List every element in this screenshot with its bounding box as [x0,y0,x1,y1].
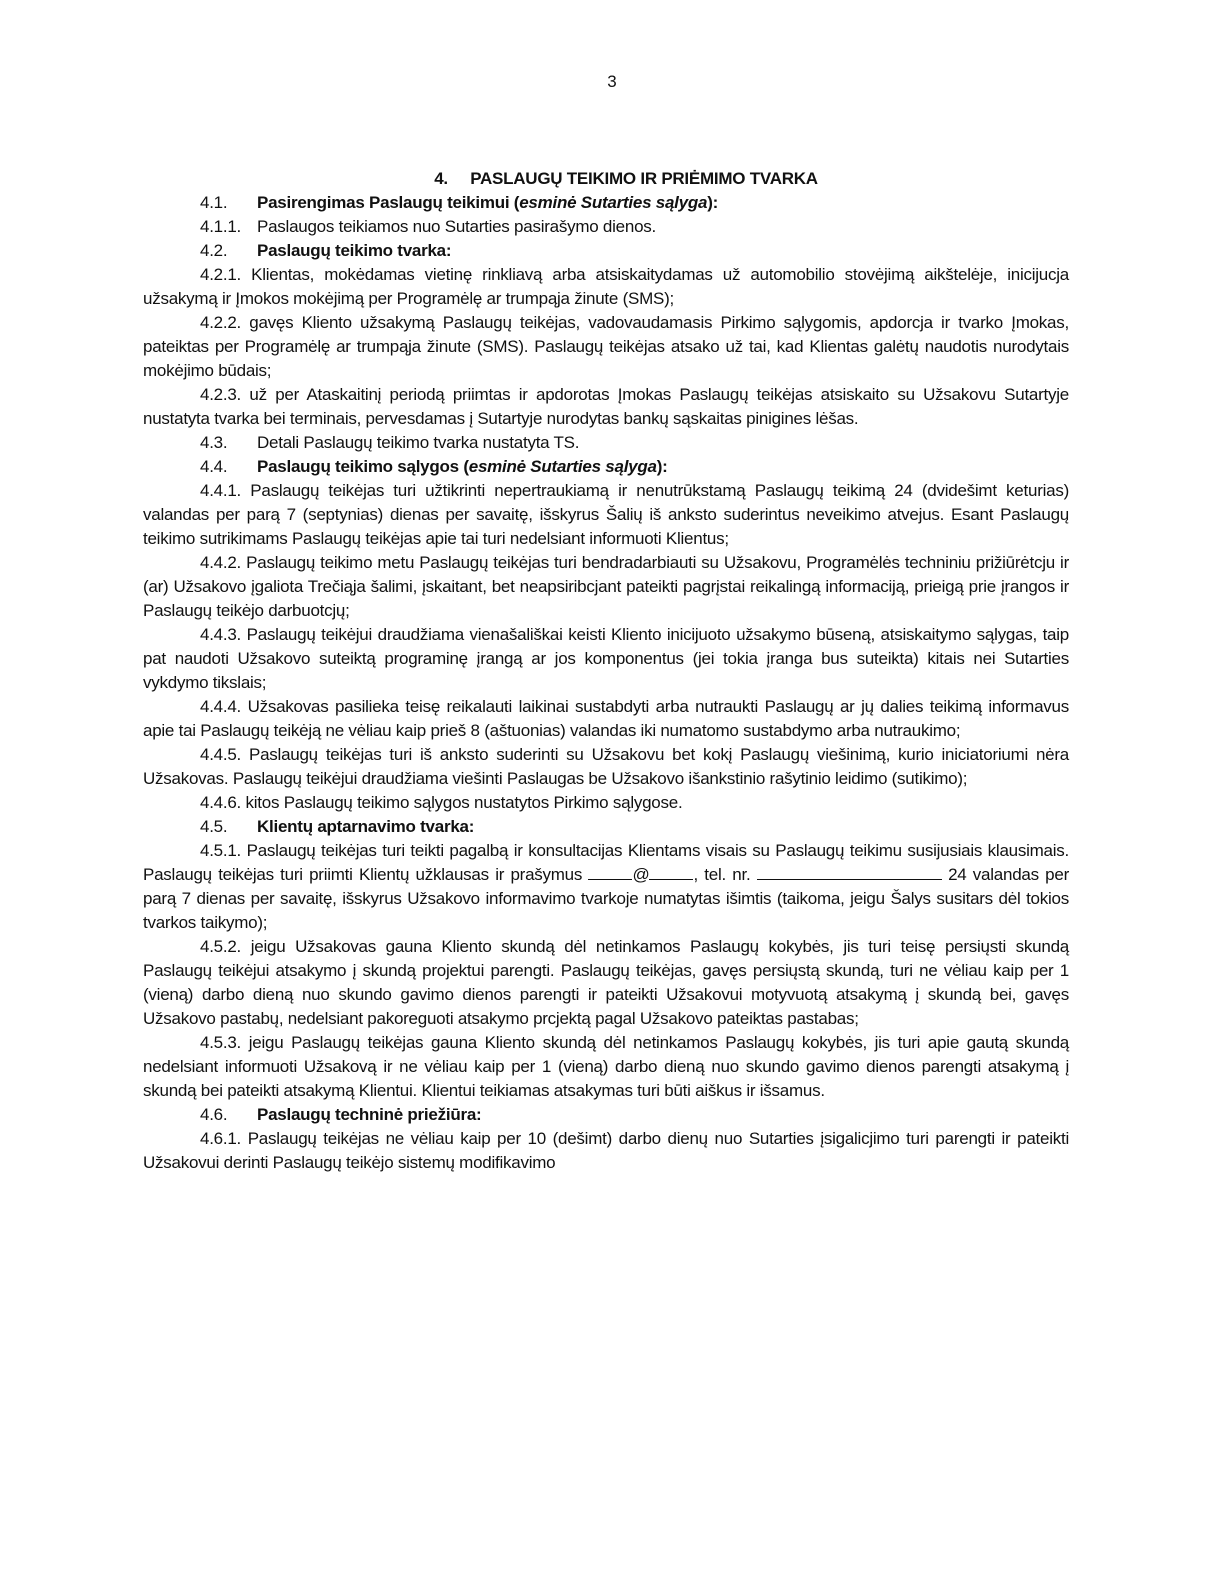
clause-text: 24 valandas per parą 7 dienas per savaitę, išskyrus Užsakovo informavimo tvarkoje numatytas išimtis (taikoma, jeigu Šalys susitars dėl tokios tvarkos taikymo); [143,865,1069,932]
clause-number: 4.4.1. [200,481,242,500]
document-body [143,167,1069,1175]
clause-text: kitos Paslaugų teikimo sąlygos nustatytos Pirkimo sąlygose. [245,793,683,812]
clause-text: Paslaugų teikėjas turi užtikrinti nepertraukiamą ir nenutrūkstamą Paslaugų teikimą 24 (dvidešimt keturias) valandas per parą 7 (septynias) dienas per savaitę, išskyrus Šalių iš anksto suderintus neveikimo atvejus. Esant Paslaugų teikimo sutrikimams Paslaugų teikėjas apie tai turi nedelsiant informuoti Klientus; [143,481,1069,548]
clause-text: Paslaugų teikėjas turi iš anksto suderinti su Užsakovu bet kokį Paslaugų viešinimą, kurio iniciatoriumi nėra Užsakovas. Paslaugų teikėjui draudžiama viešinti Paslaugas be Užsakovo išankstinio rašytinio leidimo (sutikimo); [143,745,1069,788]
clause-number: 4.2.3. [200,385,242,404]
at-sign: @ [632,865,650,884]
clause-4-4-3 [143,623,1069,695]
clause-number: 4.4.5. [200,745,242,764]
heading-italic: esminė Sutarties sąlyga [519,193,708,212]
heading-4-2 [143,239,1069,263]
heading-close: ): [656,457,668,476]
heading-4-1 [143,191,1069,215]
clause-4-2-2 [143,311,1069,383]
page-number: 3 [607,72,617,91]
clause-4-2-3 [143,383,1069,431]
section-title [183,167,1069,191]
clause-text: jeigu Užsakovas gauna Kliento skundą dėl netinkamos Paslaugų kokybės, jis turi teisę persiųsti skundą Paslaugų teikėjui atsakymo į skundą projektui parengti. Paslaugų teikėjas, gavęs persiųstą skundą, turi ne vėliau kaip per 1 (vieną) darbo dieną nuo skundo gavimo dienos parengti ir pateikti Užsakovui motyvuotą atsakymą į skundą bei, gavęs Užsakovo pastabų, nedelsiant pakoreguoti atsakymo prcjektą pagal Užsakovo pateiktas pastabas; [143,937,1069,1028]
clause-number: 4.4.3. [200,625,242,644]
clause-number: 4.6.1. [200,1129,242,1148]
clause-4-1-1 [143,215,1069,239]
clause-number: 4.4.4. [200,697,242,716]
clause-4-4-4 [143,695,1069,743]
clause-text: Paslaugų teikėjas turi teikti pagalbą ir konsultacijas Klientams visais su Paslaugų teikimu susijusiais klausimais. Paslaugų teikėjas turi priimti Klientų užklausas ir prašymus [143,841,1069,884]
clause-4-5-2 [143,935,1069,1031]
heading-close: ): [707,193,719,212]
clause-text: Paslaugų teikėjui draudžiama vienašališkai keisti Kliento inicijuoto užsakymo būseną, atsiskaitymo sąlygas, taip pat naudoti Užsakovo suteiktą programinę įrangą ar jos komponentus (jei tokia įranga bus suteikta) kitais nei Sutarties vykdymo tikslais; [143,625,1069,692]
clause-text: Paslaugos teikiamos nuo Sutarties pasirašymo dienos. [257,217,656,236]
section-title-text: PASLAUGŲ TEIKIMO IR PRIĖMIMO TVARKA [470,169,818,188]
clause-4-4-5 [143,743,1069,791]
clause-number: 4.1.1. [200,217,242,236]
clause-number: 4.2.2. [200,313,242,332]
heading-text: Paslaugų teikimo tvarka: [257,241,452,260]
tel-label: , tel. nr. [693,865,751,884]
heading-text: Paslaugų techninė priežiūra: [257,1105,482,1124]
clause-4-2-1 [143,263,1069,311]
email-user-blank [588,863,632,880]
heading-4-6 [143,1103,1069,1127]
clause-text: Detali Paslaugų teikimo tvarka nustatyta TS. [257,433,580,452]
heading-text: Paslaugų teikimo sąlygos ( [257,457,469,476]
clause-number: 4.4.6. [200,793,242,812]
clause-number: 4.4. [200,457,228,476]
clause-number: 4.3. [200,433,228,452]
clause-number: 4.5.3. [200,1033,242,1052]
clause-number: 4.2.1. [200,265,242,284]
clause-4-4-1 [143,479,1069,551]
clause-text: už per Ataskaitinį periodą priimtas ir apdorotas Įmokas Paslaugų teikėjas atsiskaito su Užsakovu Sutartyje nustatyta tvarka bei terminais, pervesdamas į Sutartyje nurodytas bankų sąskaitas pinigines lėšas. [143,385,1069,428]
clause-number: 4.6. [200,1105,228,1124]
clause-4-5-1 [143,839,1069,935]
section-number: 4. [434,169,448,188]
clause-number: 4.5.2. [200,937,242,956]
clause-4-5-3 [143,1031,1069,1103]
clause-text: Paslaugų teikimo metu Paslaugų teikėjas turi bendradarbiauti su Užsakovu, Programėlės techniniu prižiūrėtcju ir (ar) Užsakovo įgaliota Trečiąja šalimi, įskaitant, bet neapsiribcjant pateikti pagrįstai reikalingą informaciją, prieigą prie įrangos ir Paslaugų teikėjo darbuotcjų; [143,553,1069,620]
clause-text: gavęs Kliento užsakymą Paslaugų teikėjas, vadovaudamasis Pirkimo sąlygomis, apdorcja ir tvarko Įmokas, pateiktas per Programėlę ar trumpąja žinute (SMS). Paslaugų teikėjas atsako už tai, kad Klientas galėtų naudotis nurodytais mokėjimo būdais; [143,313,1069,380]
clause-text: Klientas, mokėdamas vietinę rinkliavą arba atsiskaitydamas už automobilio stovėjimą aikštelėje, inicijucja užsakymą ir Įmokos mokėjimą per Programėlę ar trumpąja žinute (SMS); [143,265,1069,308]
phone-blank [757,863,942,880]
clause-number: 4.5.1. [200,841,242,860]
clause-number: 4.2. [200,241,228,260]
clause-text: jeigu Paslaugų teikėjas gauna Kliento skundą dėl netinkamos Paslaugų kokybės, jis turi apie gautą skundą nedelsiant informuoti Užsakovą ir ne vėliau kaip per 1 (vieną) darbo dieną nuo skundo gavimo dienos parengti atsakymą į skundą bei pateikti atsakymą Klientui. Klientui teikiamas atsakymas turi būti aiškus ir išsamus. [143,1033,1069,1100]
clause-4-4-6 [143,791,1069,815]
clause-4-4-2 [143,551,1069,623]
clause-number: 4.5. [200,817,228,836]
heading-text: Klientų aptarnavimo tvarka: [257,817,475,836]
clause-number: 4.4.2. [200,553,242,572]
heading-4-4 [143,455,1069,479]
email-domain-blank [649,863,693,880]
clause-text: Užsakovas pasilieka teisę reikalauti laikinai sustabdyti arba nutraukti Paslaugų ar jų dalies teikimą informavus apie tai Paslaugų teikėją ne vėliau kaip prieš 8 (aštuonias) valandas iki numatomo sustabdymo arba nutraukimo; [143,697,1069,740]
heading-4-5 [143,815,1069,839]
heading-italic: esminė Sutarties sąlyga [468,457,657,476]
clause-4-3 [143,431,1069,455]
clause-4-6-1 [143,1127,1069,1175]
clause-number: 4.1. [200,193,228,212]
clause-text: Paslaugų teikėjas ne vėliau kaip per 10 (dešimt) darbo dienų nuo Sutarties įsigalicjimo turi parengti ir pateikti Užsakovui derinti Paslaugų teikėjo sistemų modifikavimo [143,1129,1069,1172]
heading-text: Pasirengimas Paslaugų teikimui ( [257,193,520,212]
